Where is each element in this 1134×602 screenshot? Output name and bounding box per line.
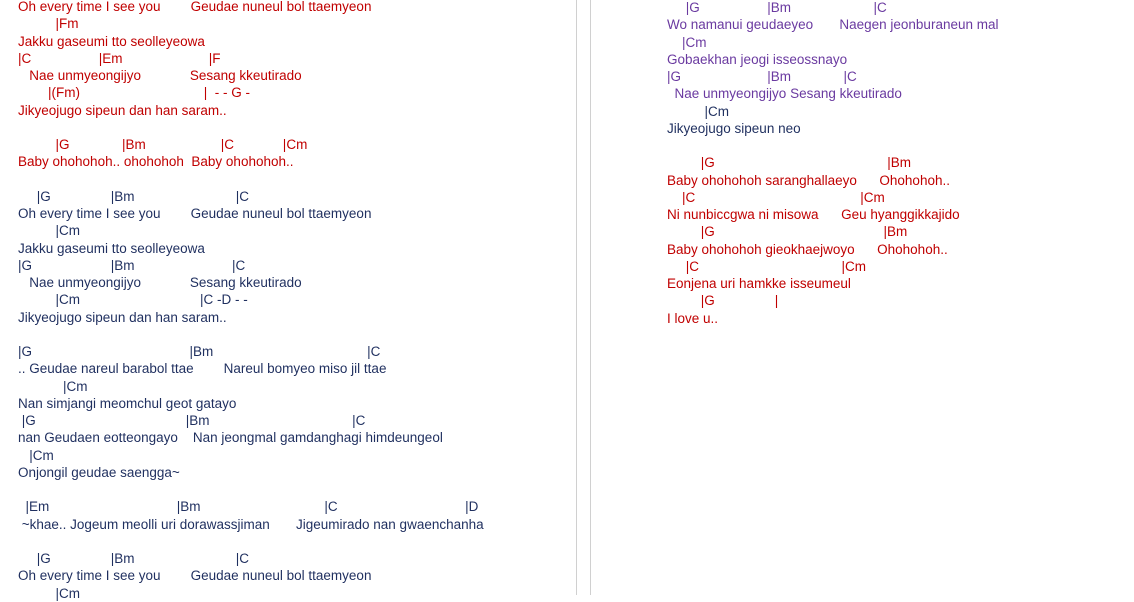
left-column-line: Oh every time I see you Geudae nuneul bol ttaemyeon [18, 206, 372, 221]
left-column-line: |Em |Bm |C |D [18, 499, 479, 515]
left-column-line: |C |Em |F [18, 50, 221, 66]
left-column-line: |G |Bm |C [18, 344, 381, 359]
left-column-line: |Cm |C -D - - [18, 292, 248, 308]
left-column-line: |G |Bm |C |Cm [18, 137, 308, 152]
left-column-line: .. Geudae nareul barabol ttae Nareul bomyeo miso jil ttae [18, 361, 387, 377]
left-column-line: |Fm [18, 16, 79, 32]
right-column-line: |C |Cm [667, 189, 885, 205]
right-column-line: Nae unmyeongijyo Sesang kkeutirado [667, 86, 902, 102]
left-column-line: |Cm [18, 447, 54, 463]
left-column-line: Jikyeojugo sipeun dan han saram.. [18, 102, 227, 118]
right-column-line: |G |Bm [667, 155, 912, 171]
left-column-line: Jakku gaseumi tto seolleyeowa [18, 33, 205, 49]
left-column-line: Baby ohohohoh.. ohohohoh Baby ohohohoh.. [18, 154, 294, 170]
left-column-line: |Cm [18, 585, 81, 601]
right-column-line: |Cm [667, 34, 707, 50]
left-column-line: |G |Bm |C [18, 413, 366, 428]
left-column-line: ~khae.. Jogeum meolli uri dorawassjiman Jigeumirado nan gwaenchanha [18, 516, 484, 532]
right-column-line: |Cm [667, 103, 730, 119]
left-column-line: Jikyeojugo sipeun dan han saram.. [18, 309, 227, 325]
right-column-line: |G | [667, 293, 779, 309]
right-column-line: Baby ohohohoh saranghallaeyo Ohohohoh.. [667, 172, 950, 188]
left-column-line: Jakku gaseumi tto seolleyeowa [18, 240, 205, 256]
right-column-line: Ni nunbiccgwa ni misowa Geu hyanggikkajido [667, 207, 960, 222]
column-divider-right [590, 0, 591, 595]
right-column-line: Jikyeojugo sipeun neo [667, 120, 801, 136]
left-column-line: |Cm [18, 223, 81, 239]
right-column-line: Baby ohohohoh gieokhaejwoyo Ohohohoh.. [667, 241, 948, 257]
left-column-line: |G |Bm |C [18, 257, 246, 273]
column-divider-left [576, 0, 577, 595]
right-column-line: Wo namanui geudaeyeo Naegen jeonburaneun mal [667, 17, 999, 33]
right-column-line: Gobaekhan jeogi isseossnayo [667, 51, 848, 67]
left-column-line: Onjongil geudae saengga~ [18, 464, 180, 480]
left-column-line: Oh every time I see you Geudae nuneul bol ttaemyeon [18, 0, 372, 14]
left-column-line: Oh every time I see you Geudae nuneul bol ttaemyeon [18, 568, 372, 584]
right-column-line: |G |Bm |C [667, 69, 857, 84]
right-column-line: |G |Bm [667, 224, 908, 240]
left-column-line: Nan simjangi meomchul geot gatayo [18, 395, 237, 411]
left-column-line: |Cm [18, 378, 88, 394]
left-column-line: |G |Bm |C [18, 188, 250, 204]
right-column-line: I love u.. [667, 310, 719, 326]
right-column-line: Eonjena uri hamkke isseumeul [667, 276, 851, 291]
right-column-line: |C |Cm [667, 258, 867, 274]
left-column-line: |(Fm) | - - G - [18, 85, 251, 101]
left-column-line: Nae unmyeongijyo Sesang kkeutirado [18, 275, 302, 290]
left-column-line: |G |Bm |C [18, 551, 250, 566]
left-column-line: Nae unmyeongijyo Sesang kkeutirado [18, 68, 302, 83]
right-column-line: |G |Bm |C [667, 0, 887, 15]
left-column-line: nan Geudaen eotteongayo Nan jeongmal gamdanghagi himdeungeol [18, 430, 443, 446]
